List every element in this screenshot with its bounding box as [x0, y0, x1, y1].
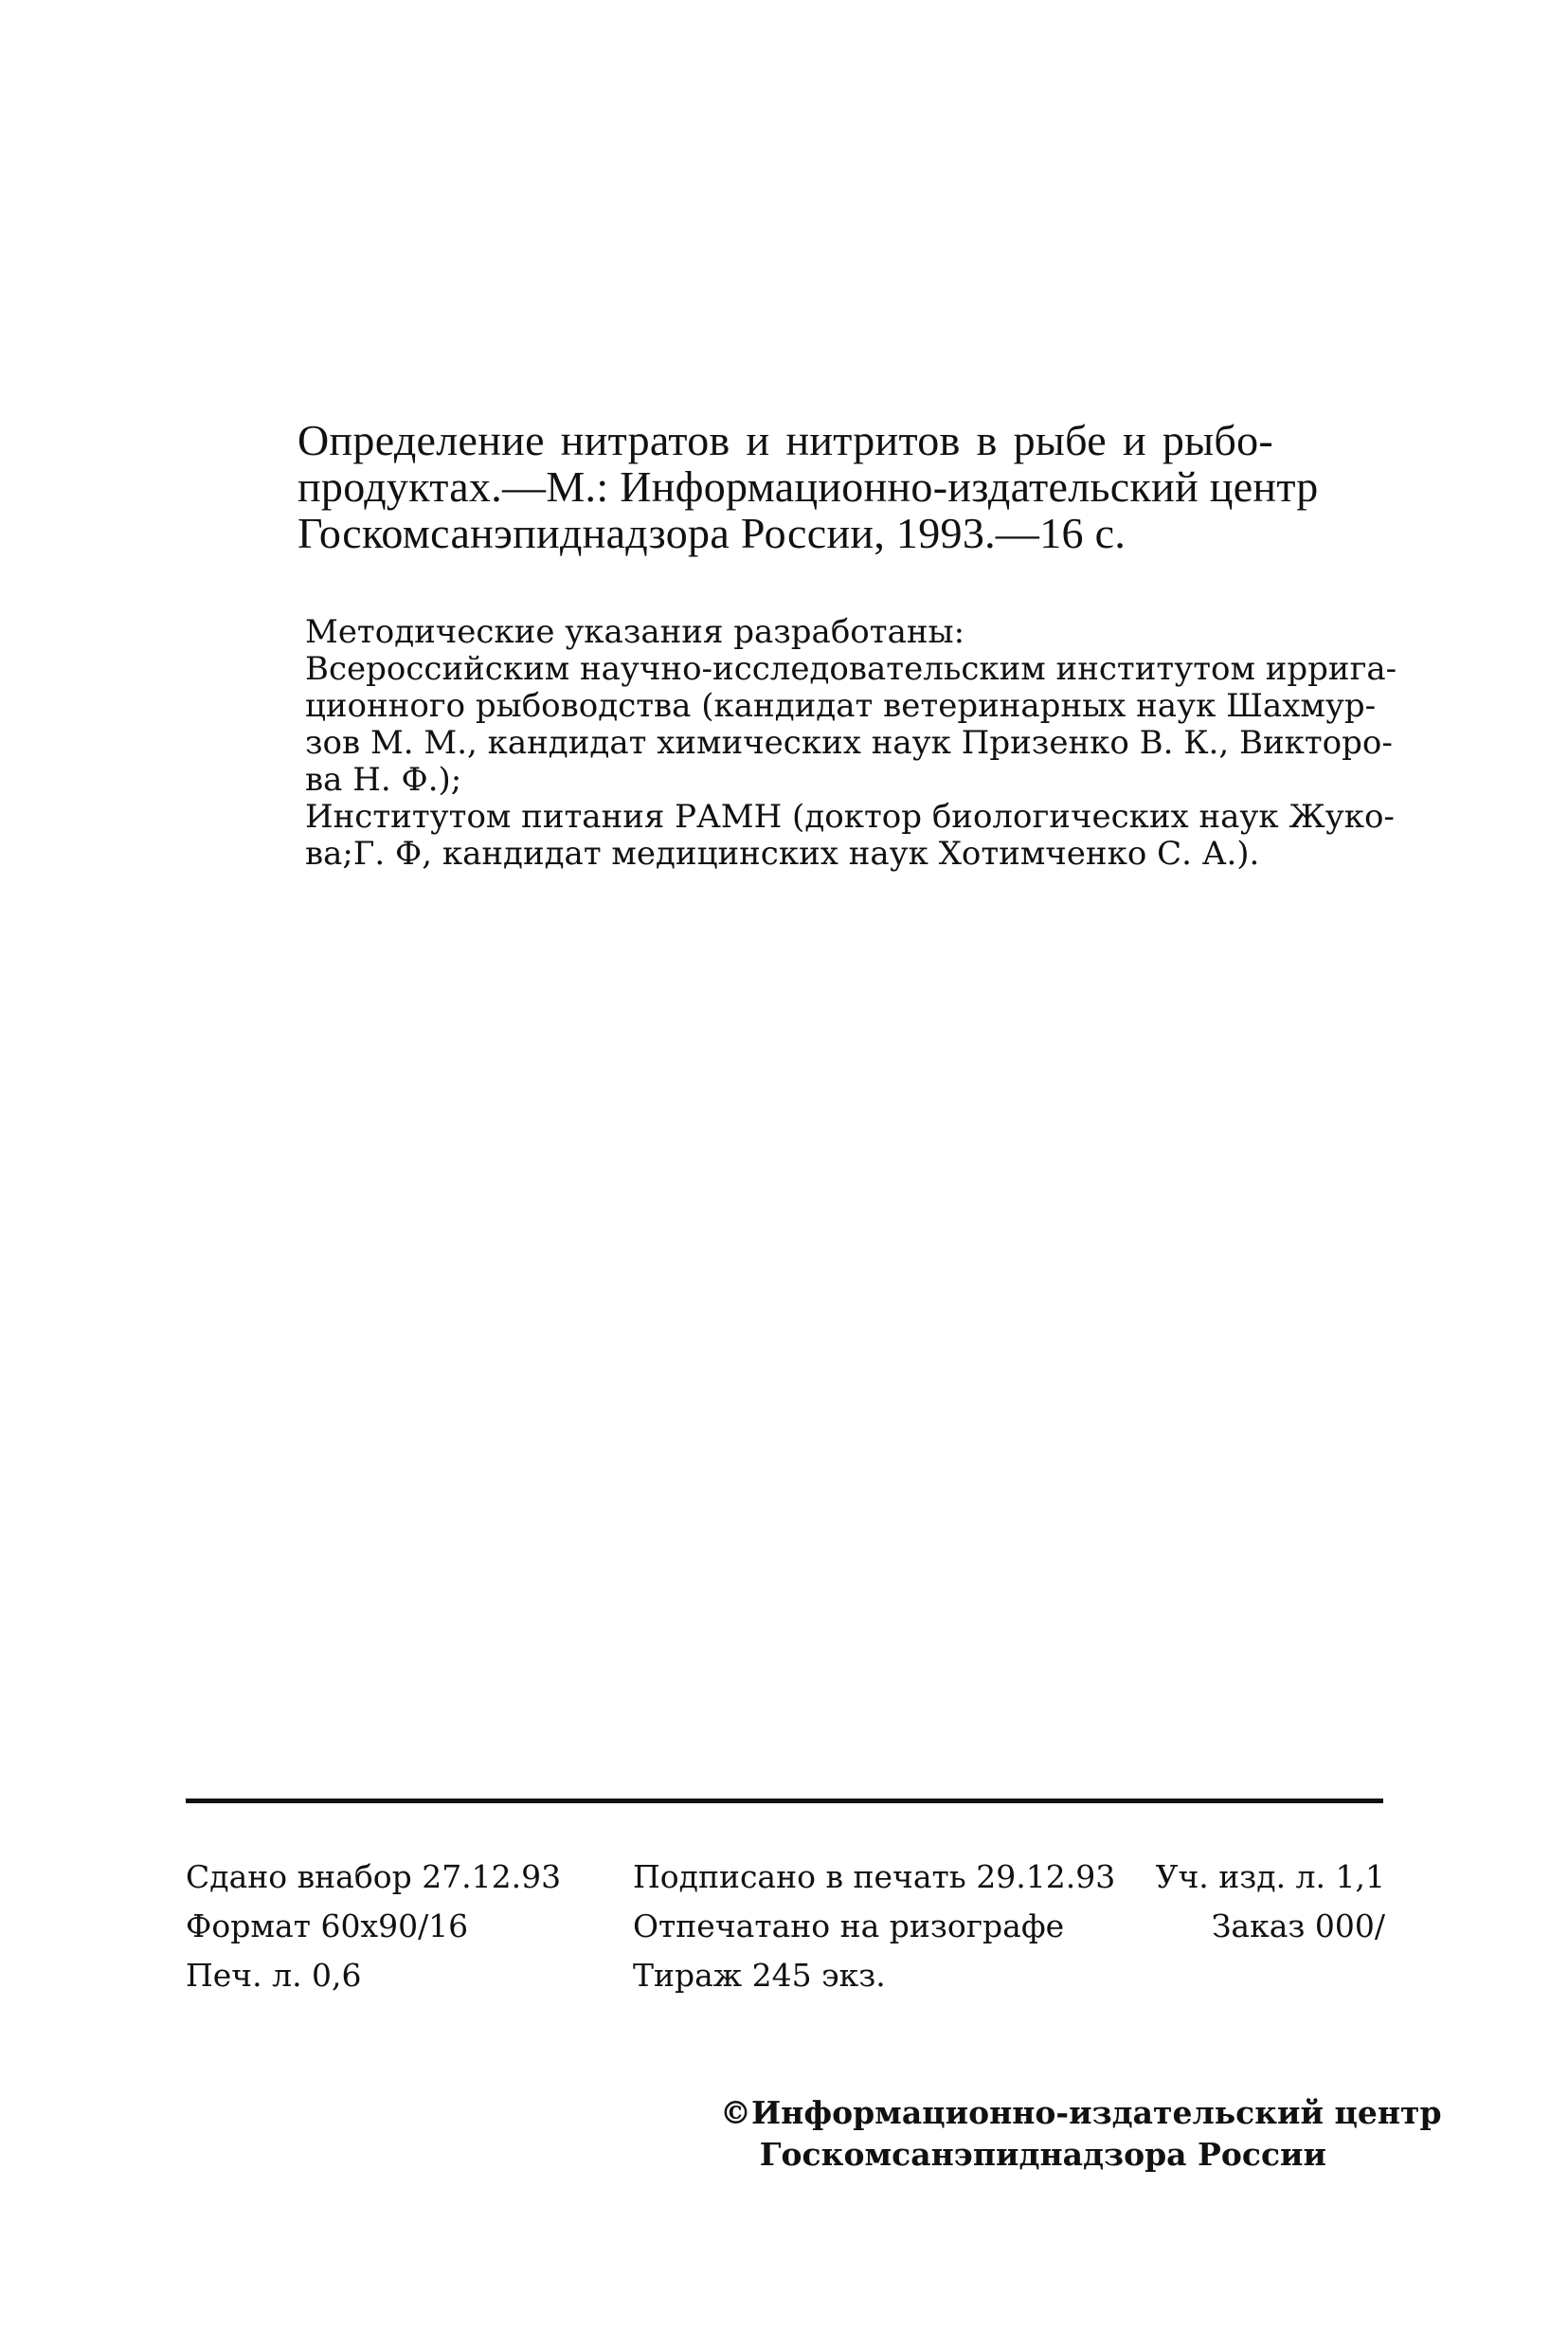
imprint-column-1: [186, 1853, 561, 2000]
citation-line: Определение нитратов и нитритов в рыбе и рыбо-: [297, 416, 1273, 464]
bibliographic-reference: [297, 416, 1319, 557]
copyright-line: ©Информационно-издательский центр: [720, 2094, 1442, 2131]
imprint-circulation: Тираж 245 экз.: [633, 1957, 886, 1994]
developer-institute-2: [305, 798, 1395, 873]
developers-block: [305, 613, 1397, 873]
developer-institute-1: [305, 650, 1397, 799]
imprint-print-sheets: Печ. л. 0,6: [186, 1957, 362, 1994]
imprint-signed-date: Подписано в печать 29.12.93: [633, 1858, 1116, 1895]
developer-text-line: Всероссийским научно-исследовательским институтом ирригa-: [305, 650, 1397, 688]
citation-line: продуктах.—М.: Информационно-издательский центр: [297, 462, 1319, 511]
copyright-notice: [720, 2092, 1442, 2176]
developer-text-line: Институтом питания РАМН (доктор биологических наук Жуко-: [305, 798, 1395, 836]
imprint-divider: [186, 1799, 1383, 1803]
imprint-column-3: [1137, 1853, 1385, 1951]
developer-text-line: зов М. М., кандидат химических наук Призенко В. К., Викторо-: [305, 724, 1393, 762]
developers-heading: Методические указания разработаны:: [305, 613, 965, 651]
imprint-printing-method: Отпечатано на ризографе: [633, 1907, 1065, 1944]
imprint-column-2: [633, 1853, 1115, 2000]
citation-line: Госкомсанэпиднадзора России, 1993.—16 с.: [297, 509, 1126, 557]
developer-text-line: ва;Г. Ф, кандидат медицинских наук Хотимченко С. А.).: [305, 835, 1260, 873]
imprint-format: Формат 60х90/16: [186, 1907, 469, 1944]
imprint-publisher-sheets: Уч. изд. л. 1,1: [1155, 1858, 1385, 1895]
copyright-line: Госкомсанэпиднадзора России: [759, 2136, 1326, 2173]
imprint-typeset-date: Сдано внабор 27.12.93: [186, 1858, 562, 1895]
developer-text-line: ва Н. Ф.);: [305, 761, 462, 799]
imprint-order-number: Заказ 000/: [1211, 1907, 1385, 1944]
developer-text-line: ционного рыбоводства (кандидат ветеринарных наук Шахмур-: [305, 687, 1377, 725]
